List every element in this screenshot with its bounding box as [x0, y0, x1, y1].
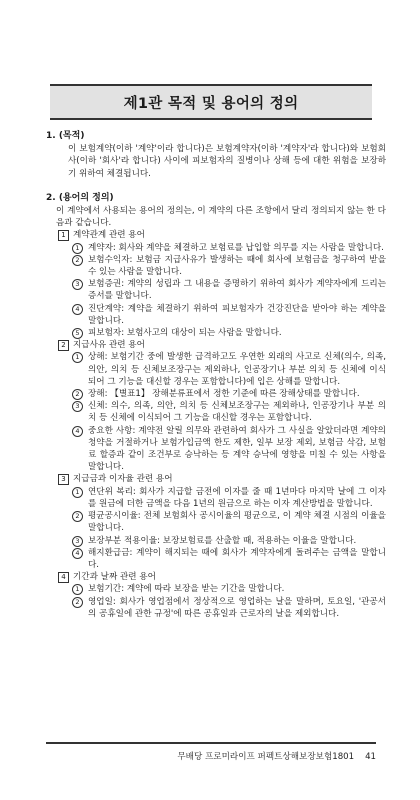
item-text: 보장부분 적용이율: 보장보험료를 산출할 때, 적용하는 이율을 말합니다. [88, 535, 357, 546]
item-text: 해지환급금: 계약이 해지되는 때에 회사가 계약자에게 돌려주는 금액을 말합니다. [88, 547, 386, 570]
list-item [72, 388, 386, 400]
chapter-heading-box [50, 84, 372, 120]
item-number-circle: 1 [72, 352, 83, 363]
term-group [58, 229, 386, 339]
section-definitions [46, 192, 386, 620]
document-body [46, 124, 386, 620]
list-item [72, 535, 386, 547]
group-number-box: 3 [58, 474, 69, 485]
item-number-circle: 2 [72, 597, 83, 608]
section-title: 2. (용어의 정의) [46, 192, 114, 203]
list-item [72, 425, 386, 474]
item-text: 중요한 사항: 계약전 알릴 의무와 관련하여 회사가 그 사실을 알았더라면 계약의 청약을 거절하거나 보험가입금액 한도 제한, 일부 보장 제외, 보험금 삭감, 보험료 할증과 같이 조건부로 승낙하는 등 계약 승낙에 영향을 미칠 수 있는 사항을 말합니다. [88, 425, 386, 473]
item-number-circle: 2 [72, 389, 83, 400]
group-heading: 지급사유 관련 용어 [73, 340, 145, 351]
item-text: 피보험자: 보험사고의 대상이 되는 사람을 말합니다. [88, 328, 282, 339]
item-number-circle: 1 [72, 487, 83, 498]
section-body: 이 보험계약(이하 '계약'이라 합니다)은 보험계약자(이하 '계약자'라 합니다)와 보험회사(이하 '회사'라 합니다) 사이에 피보험자의 질병이나 상해 등에 대한 위험을 보장하기 위하여 체결됩니다. [68, 144, 386, 179]
list-item [72, 351, 386, 388]
item-number-circle: 1 [72, 243, 83, 254]
term-group [58, 339, 386, 473]
section-intro: 이 계약에서 사용되는 용어의 정의는, 이 계약의 다른 조항에서 달리 정의되지 않는 한 다음과 같습니다. [56, 206, 386, 229]
item-number-circle: 1 [72, 584, 83, 595]
group-heading: 지급금과 이자율 관련 용어 [73, 474, 173, 485]
list-item [72, 583, 386, 595]
footer-product-name: 무배당 프로미라이프 퍼펙트상해보장보험1801 [177, 752, 355, 762]
page-footer [46, 750, 376, 762]
item-text: 보험수익자: 보험금 지급사유가 발생하는 때에 회사에 보험금을 청구하여 받을 수 있는 사람을 말합니다. [88, 254, 386, 278]
item-text: 장해: 【별표1】 장해분류표에서 정한 기준에 따른 장해상태를 말합니다. [88, 389, 360, 400]
item-number-circle: 2 [72, 255, 83, 266]
page-number: 41 [365, 752, 376, 762]
item-text: 상해: 보험기간 중에 발생한 급격하고도 우연한 외래의 사고로 신체(의수, 의족, 의안, 의치 등 신체보조장구는 제외하나, 인공장기나 부분 의치 등 신체에 이식되어 그 기능을 대신할 경우는 포함합니다)에 입은 상해를 말합니다. [88, 352, 386, 387]
item-text: 평균공시이율: 전체 보험회사 공시이율의 평균으로, 이 계약 체결 시점의 이율을 말합니다. [88, 511, 386, 534]
item-text: 보험증권: 계약의 성립과 그 내용을 증명하기 위하여 회사가 계약자에게 드리는 증서를 말합니다. [88, 279, 386, 302]
list-item [72, 486, 386, 510]
item-number-circle: 3 [72, 279, 83, 290]
group-heading: 계약관계 관련 용어 [73, 230, 145, 241]
group-heading: 기간과 날짜 관련 용어 [73, 572, 156, 583]
section-title: 1. (목적) [46, 131, 85, 141]
chapter-title: 제1관 목적 및 용어의 정의 [123, 95, 299, 112]
term-group [58, 571, 386, 620]
group-number-box: 1 [58, 230, 69, 241]
item-text: 보험기간: 계약에 따라 보장을 받는 기간을 말합니다. [88, 584, 285, 595]
list-item [72, 327, 386, 339]
item-text: 계약자: 회사와 계약을 체결하고 보험료를 납입할 의무를 지는 사람을 말합니다. [88, 242, 384, 253]
group-number-box: 4 [58, 572, 69, 583]
item-number-circle: 3 [72, 401, 83, 412]
list-item [72, 278, 386, 302]
item-text: 연단위 복리: 회사가 지급할 금전에 이자를 줄 때 1년마다 마지막 날에 그 이자를 원금에 더한 금액을 다음 1년의 원금으로 하는 이자 계산방법을 말합니다. [88, 486, 386, 509]
section-purpose [46, 130, 386, 180]
item-text: 영업일: 회사가 영업점에서 정상적으로 영업하는 날을 말하며, 토요일, '관공서의 공휴일에 관한 규정'에 따른 공휴일과 근로자의 날을 제외합니다. [88, 596, 386, 619]
item-number-circle: 4 [72, 304, 83, 315]
list-item [72, 510, 386, 534]
list-item [72, 596, 386, 620]
item-number-circle: 4 [72, 548, 83, 559]
item-text: 신체: 의수, 의족, 의안, 의치 등 신체보조장구는 제외하나, 인공장기나 부분 의치 등 신체에 이식되어 그 기능을 대신할 경우는 포함합니다. [88, 401, 386, 424]
item-text: 진단계약: 계약을 체결하기 위하여 피보험자가 건강진단을 받아야 하는 계약을 말합니다. [88, 303, 386, 326]
group-number-box: 2 [58, 340, 69, 351]
item-number-circle: 2 [72, 511, 83, 522]
item-number-circle: 4 [72, 426, 83, 437]
item-number-circle: 5 [72, 328, 83, 339]
list-item [72, 254, 386, 278]
item-number-circle: 3 [72, 536, 83, 547]
list-item [72, 400, 386, 424]
list-item [72, 303, 386, 327]
list-item [72, 242, 386, 254]
footer-divider [46, 742, 376, 744]
list-item [72, 547, 386, 571]
term-group [58, 473, 386, 571]
